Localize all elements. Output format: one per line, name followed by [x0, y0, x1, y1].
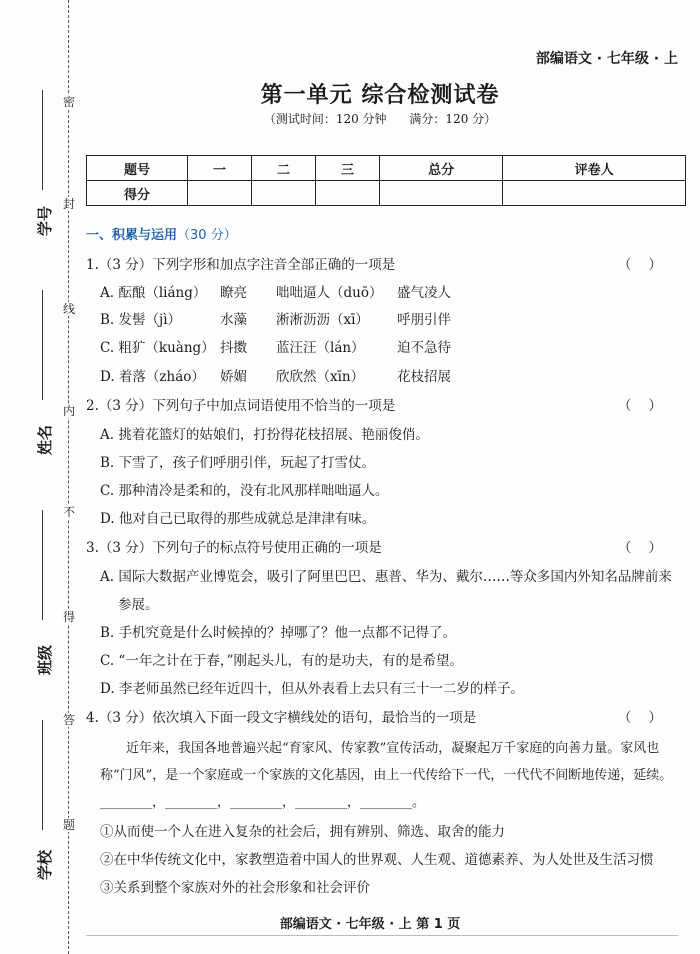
- seal-char: 封: [62, 197, 75, 211]
- q4-passage: 近年来，我国各地普遍兴起“育家风、传家教”宣传活动，凝聚起万千家庭的向善力量。家风也称“门风”，是一个家庭或一个家族的文化基因，由上一代传给下一代，一代代不间断地传递，延续。________，________，________，________，________。: [100, 741, 673, 810]
- q1-d-3: 欣欣然（xīn）: [276, 369, 365, 385]
- section-points: （30 分）: [177, 228, 237, 243]
- score-cell[interactable]: [251, 181, 315, 206]
- q1-c-3: 蓝汪汪（lán）: [276, 340, 365, 356]
- q1-b-3: 淅淅沥沥（xī）: [276, 312, 369, 328]
- page-footer: 部编语文 · 七年级 · 上 第 1 页: [279, 917, 461, 932]
- class-label: 班级: [36, 644, 54, 675]
- seal-char: 不: [62, 505, 75, 519]
- series-label: 部编语文 · 七年级 · 上: [535, 51, 678, 67]
- answer-paren[interactable]: （ ）: [617, 710, 662, 726]
- q3-option-d[interactable]: D. 李老师虽然已经年近四十，但从外表看上去只有三十一二岁的样子。: [100, 681, 524, 697]
- score-table-row: [87, 181, 686, 206]
- score-table-header: 一: [188, 156, 252, 181]
- question-1-stem: 1.（3 分）下列字形和加点字注音全部正确的一项是: [86, 257, 396, 273]
- q1-b-4: 呼朋引伴: [397, 312, 451, 328]
- score-table-header: 评卷人: [503, 156, 686, 181]
- q2-option-c[interactable]: C. 那种清冷是柔和的，没有北风那样咄咄逼人。: [100, 483, 389, 499]
- q1-c-1: C. 粗犷（kuàng）: [100, 340, 215, 356]
- q3-option-b[interactable]: B. 手机究竟是什么时候掉的？掉哪了？他一点都不记得了。: [100, 625, 457, 641]
- question-3-stem: 3.（3 分）下列句子的标点符号使用正确的一项是: [86, 540, 382, 556]
- q1-b-1: B. 发髻（jì）: [100, 312, 182, 328]
- score-cell[interactable]: [315, 181, 379, 206]
- answer-paren[interactable]: （ ）: [617, 540, 662, 556]
- q1-a-1: A. 酝酿（liáng）: [100, 285, 207, 301]
- seal-char: 得: [62, 610, 75, 624]
- score-cell[interactable]: [379, 181, 502, 206]
- q3-option-a-cont: 参展。: [118, 597, 159, 613]
- section-heading: [86, 224, 237, 243]
- q2-option-b[interactable]: B. 下雪了，孩子们呼朋引伴，玩起了打雪仗。: [100, 455, 376, 471]
- binding-dashed-line: [68, 0, 69, 954]
- seal-char: 内: [62, 404, 75, 418]
- answer-paren[interactable]: （ ）: [617, 398, 662, 414]
- student-id-label: 学号: [36, 205, 54, 236]
- school-line[interactable]: [42, 720, 43, 830]
- page-title: 第一单元 综合检测试卷: [260, 82, 500, 108]
- footer-rule: [86, 935, 678, 936]
- q1-d-1: D. 着落（zháo）: [100, 369, 205, 385]
- page-subtitle: （测试时间：120 分钟 满分：120 分）: [263, 112, 497, 126]
- score-table-header: 三: [315, 156, 379, 181]
- q1-b-2: 水藻: [220, 312, 247, 328]
- q1-a-4: 盛气凌人: [397, 285, 451, 301]
- q1-c-2: 抖擞: [220, 340, 247, 356]
- name-label: 姓名: [36, 424, 54, 455]
- score-cell[interactable]: [188, 181, 252, 206]
- q2-option-a[interactable]: A. 挑着花篮灯的姑娘们，打扮得花枝招展、艳丽俊俏。: [100, 427, 429, 443]
- score-cell[interactable]: [503, 181, 686, 206]
- q4-item-2: ②在中华传统文化中，家教塑造着中国人的世界观、人生观、道德素养、为人处世及生活习惯: [100, 852, 654, 868]
- question-4-stem: 4.（3 分）依次填入下面一段文字横线处的语句，最恰当的一项是: [86, 710, 477, 726]
- score-table-header-row: [87, 156, 686, 181]
- seal-char: 线: [62, 302, 75, 316]
- name-line[interactable]: [42, 290, 43, 400]
- answer-paren[interactable]: （ ）: [617, 257, 662, 273]
- q2-option-d[interactable]: D. 他对自己已取得的那些成就总是津津有味。: [100, 511, 376, 527]
- class-line[interactable]: [42, 510, 43, 620]
- q4-item-1: ①从而使一个人在进入复杂的社会后，拥有辨别、筛选、取舍的能力: [100, 824, 505, 840]
- question-2-stem: 2.（3 分）下列句子中加点词语使用不恰当的一项是: [86, 398, 396, 414]
- seal-char: 答: [62, 713, 75, 727]
- q1-d-2: 娇媚: [220, 369, 247, 385]
- q1-d-4: 花枝招展: [397, 369, 451, 385]
- q4-item-3: ③关系到整个家族对外的社会形象和社会评价: [100, 880, 370, 896]
- score-table-header: 题号: [87, 156, 188, 181]
- q3-option-a[interactable]: A. 国际大数据产业博览会，吸引了阿里巴巴、惠普、华为、戴尔……等众多国内外知名品牌前来: [100, 569, 672, 585]
- score-table: [86, 155, 686, 206]
- q3-option-c[interactable]: C. “一年之计在于春，”刚起头儿，有的是功夫，有的是希望。: [100, 653, 463, 669]
- score-table-header: 总分: [379, 156, 502, 181]
- q1-c-4: 迫不急待: [397, 340, 451, 356]
- q1-a-2: 瞭亮: [220, 285, 247, 301]
- score-row-label: 得分: [87, 181, 188, 206]
- seal-char: 题: [62, 818, 75, 832]
- section-label: 一、积累与运用: [86, 228, 178, 243]
- school-label: 学校: [36, 849, 54, 880]
- q1-a-3: 咄咄逼人（duō）: [276, 285, 383, 301]
- seal-char: 密: [62, 95, 75, 109]
- score-table-header: 二: [251, 156, 315, 181]
